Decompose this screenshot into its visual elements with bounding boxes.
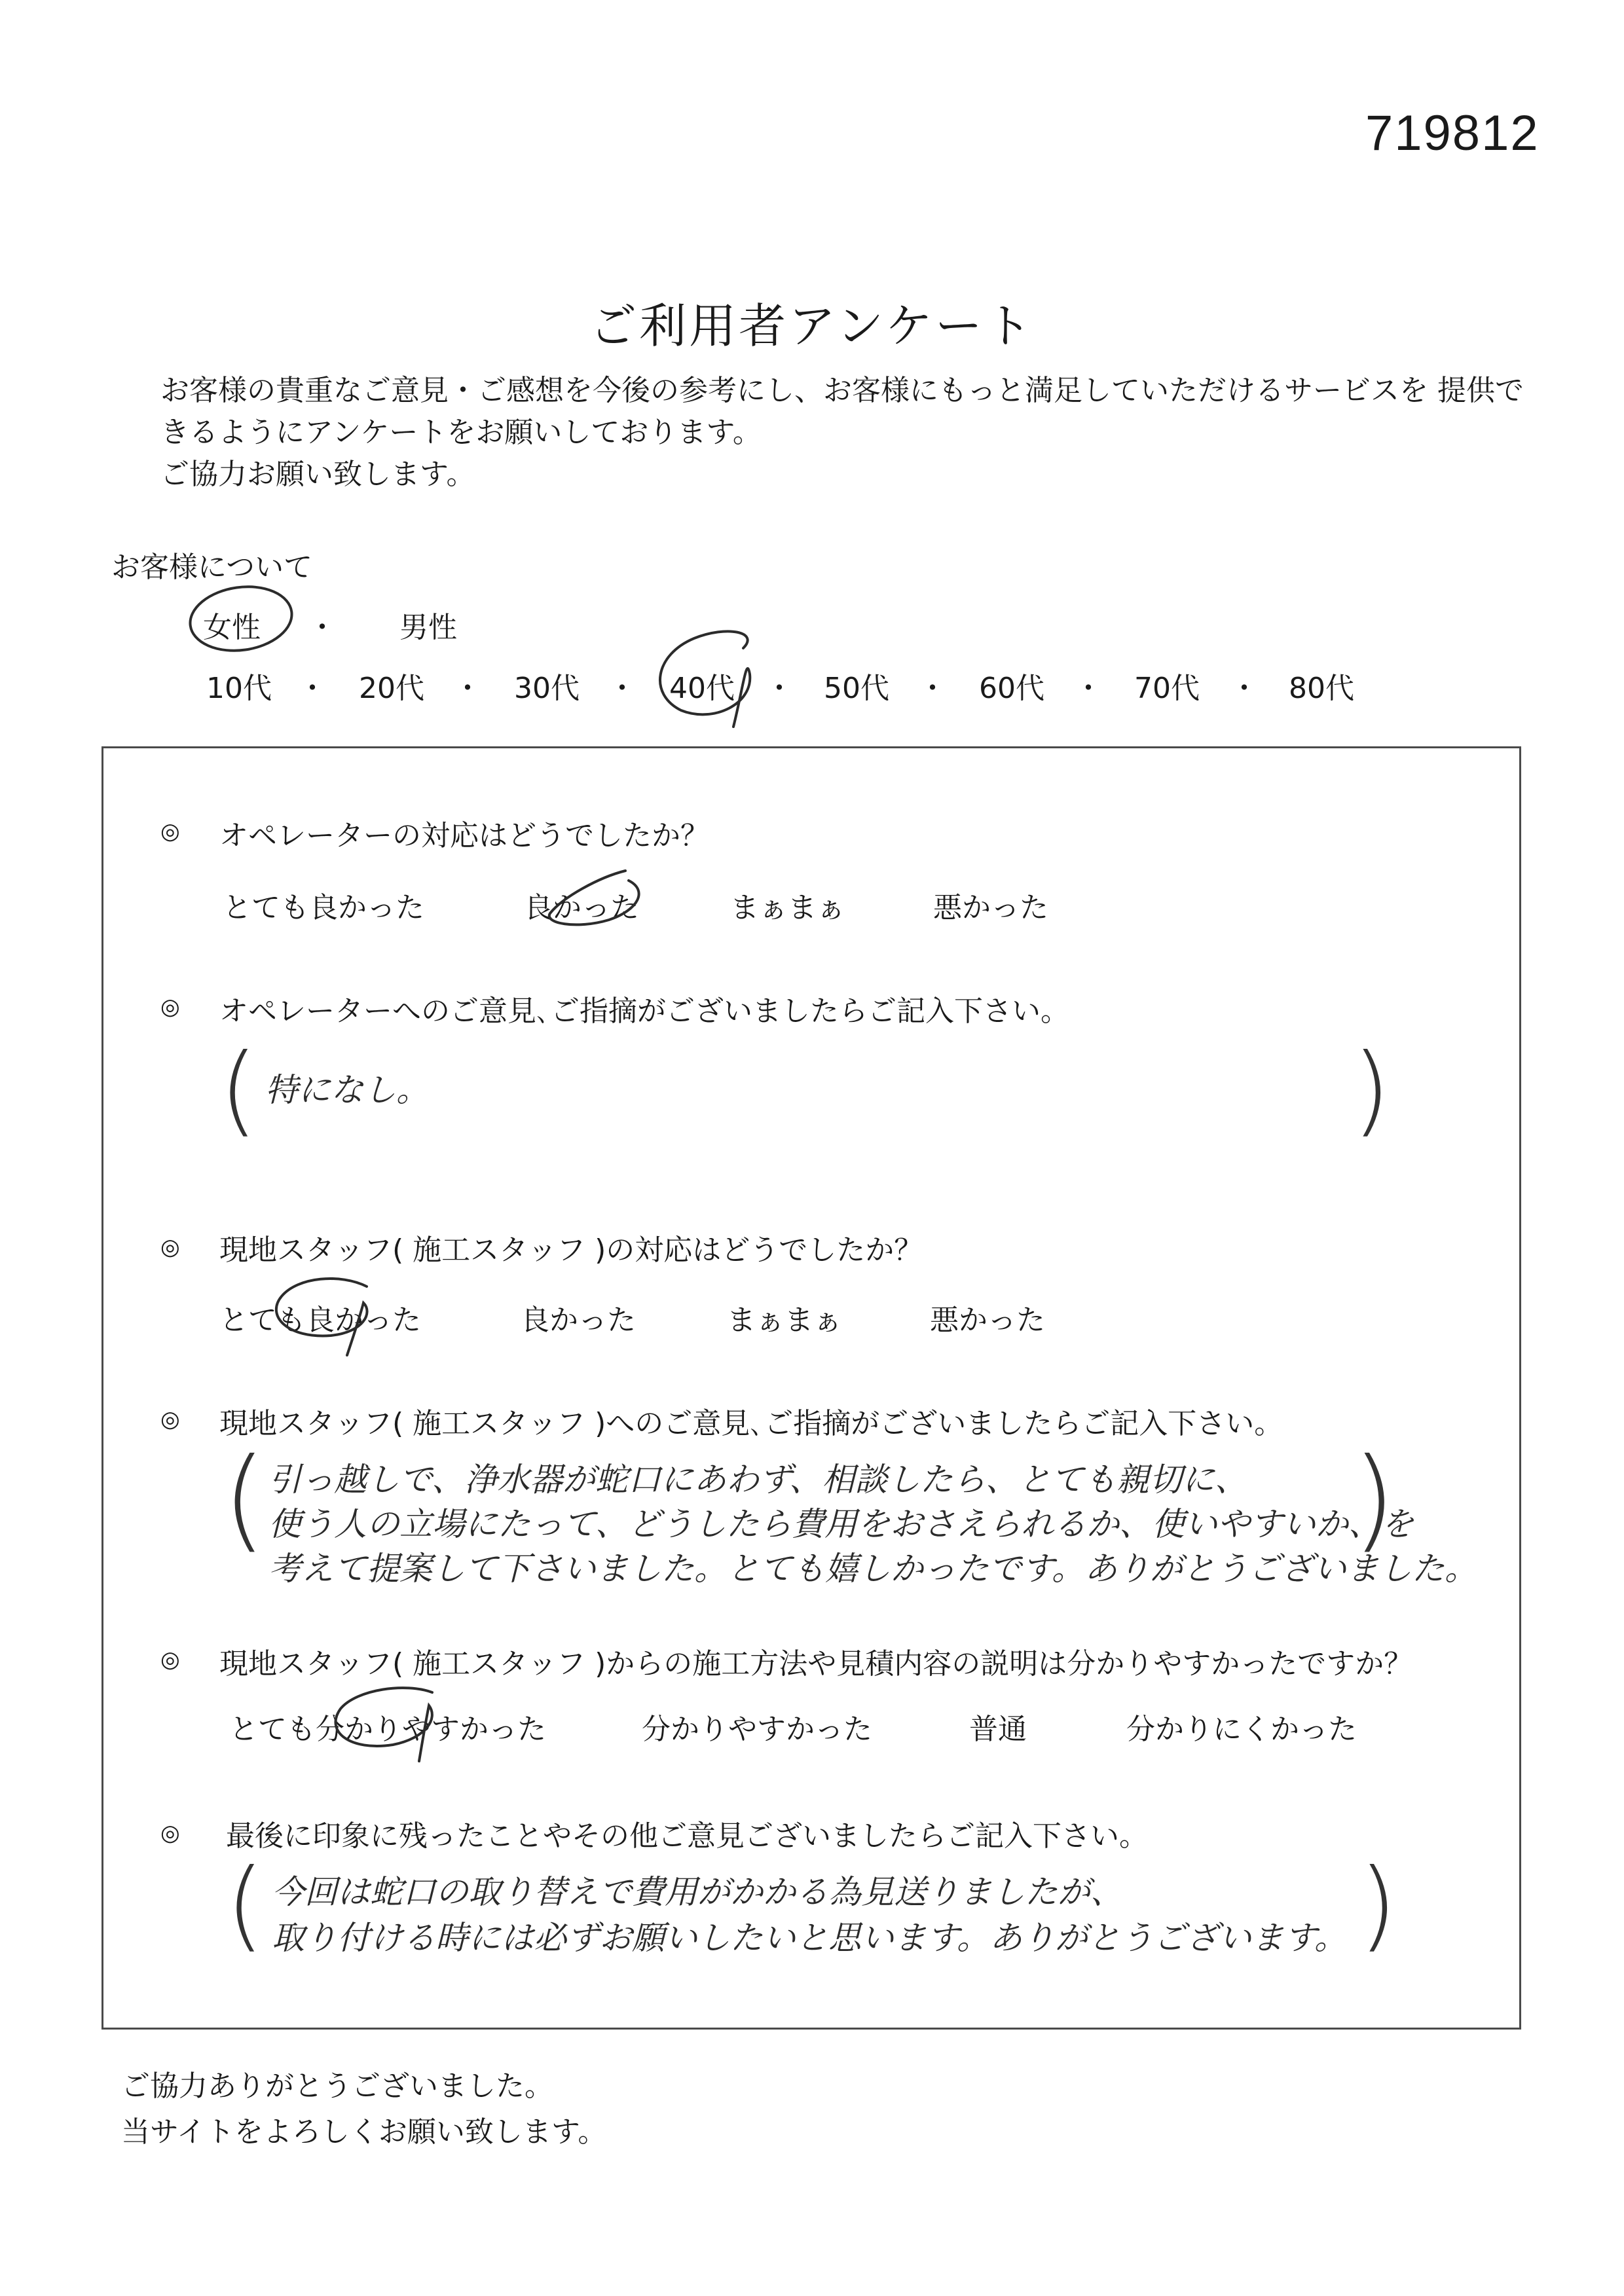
q3-option-good[interactable]: 良かった — [521, 1303, 636, 1337]
customer-section-label: お客様について — [111, 551, 313, 584]
q1-option-average[interactable]: まぁまぁ — [730, 891, 845, 924]
age-option-20s[interactable]: 20代 — [359, 672, 424, 705]
age-option-10s[interactable]: 10代 — [206, 672, 272, 705]
bullet-icon: ◎ — [160, 1234, 180, 1260]
selected-circle-q3-very-good — [276, 1279, 367, 1355]
question-operator-response: オペレーターの対応はどうでしたか？ — [219, 819, 709, 852]
right-bracket-icon: ) — [1359, 1848, 1397, 1962]
age-option-40s[interactable]: 40代 — [669, 672, 735, 705]
separator: ・ — [608, 672, 637, 705]
question-staff-response: 現地スタッフ( 施工スタッフ )の対応はどうでしたか？ — [219, 1233, 923, 1267]
left-bracket-icon: ( — [219, 1033, 258, 1147]
q5-option-very-clear[interactable]: とても分かりやすかった — [229, 1713, 546, 1746]
left-bracket-icon: ( — [223, 1434, 267, 1564]
gender-option-male[interactable]: 男性 — [399, 611, 457, 644]
selected-circle-q5-very-clear — [335, 1688, 432, 1761]
left-bracket-icon: ( — [226, 1848, 265, 1962]
q1-option-bad[interactable]: 悪かった — [933, 891, 1048, 924]
selected-circle-40s — [660, 631, 750, 727]
separator: ・ — [765, 672, 794, 705]
bullet-icon: ◎ — [160, 818, 180, 845]
question-staff-feedback: 現地スタッフ( 施工スタッフ )へのご意見､ご指摘がございましたらご記入下さい。 — [219, 1407, 1283, 1440]
staff-feedback-answer-line: 使う人の立場にたって、どうしたら費用をおさえられるか、使いやすいか、を — [268, 1505, 1414, 1543]
page-title: ご利用者アンケート — [589, 299, 1035, 354]
question-operator-feedback: オペレーターへのご意見､ご指摘がございましたらご記入下さい。 — [219, 994, 1069, 1028]
staff-feedback-answer-line: 考えて提案して下さいました。とても嬉しかったです。ありがとうございました。 — [268, 1550, 1477, 1588]
bullet-icon: ◎ — [160, 994, 180, 1020]
separator: ・ — [1074, 672, 1103, 705]
operator-feedback-answer: 特になし。 — [265, 1071, 429, 1109]
other-comments-answer-line: 今回は蛇口の取り替えで費用がかかる為見送りましたが、 — [272, 1873, 1123, 1911]
age-option-60s[interactable]: 60代 — [979, 672, 1044, 705]
q5-option-clear[interactable]: 分かりやすかった — [642, 1713, 872, 1746]
selected-circle-female — [186, 581, 296, 657]
closing-site-note: 当サイトをよろしくお願い致します。 — [121, 2115, 607, 2149]
gender-option-female[interactable]: 女性 — [203, 611, 261, 644]
separator: ・ — [918, 672, 947, 705]
closing-thanks: ご協力ありがとうございました。 — [121, 2069, 553, 2103]
selected-circle-q1-good — [549, 871, 639, 924]
separator: ・ — [453, 672, 482, 705]
bullet-icon: ◎ — [160, 1406, 180, 1432]
q1-option-good[interactable]: 良かった — [524, 891, 639, 924]
age-option-50s[interactable]: 50代 — [824, 672, 889, 705]
age-option-70s[interactable]: 70代 — [1134, 672, 1200, 705]
question-other-comments: 最後に印象に残ったことやその他ご意見ございましたらご記入下さい。 — [226, 1819, 1148, 1853]
question-explanation-clarity: 現地スタッフ( 施工スタッフ )からの施工方法や見積内容の説明は分かりやすかったですか？ — [219, 1647, 1413, 1681]
bullet-icon: ◎ — [160, 1647, 180, 1673]
right-bracket-icon: ) — [1352, 1033, 1391, 1147]
q5-option-unclear[interactable]: 分かりにくかった — [1126, 1713, 1357, 1746]
q3-option-bad[interactable]: 悪かった — [930, 1303, 1045, 1337]
separator: ・ — [298, 672, 327, 705]
q1-option-very-good[interactable]: とても良かった — [223, 891, 424, 924]
right-bracket-icon: ) — [1352, 1434, 1396, 1564]
document-number: 719812 — [1365, 105, 1540, 161]
age-option-80s[interactable]: 80代 — [1289, 672, 1354, 705]
q5-option-normal[interactable]: 普通 — [969, 1713, 1027, 1746]
bullet-icon: ◎ — [160, 1820, 180, 1846]
intro-line: お客様の貴重なご意見・ご感想を今後の参考にし、お客様にもっと満足していただけるサービスを 提供で — [160, 374, 1524, 407]
other-comments-answer-line: 取り付ける時には必ずお願いしたいと思います。ありがとうございます。 — [272, 1919, 1347, 1957]
age-option-30s[interactable]: 30代 — [514, 672, 580, 705]
separator: ・ — [1230, 672, 1259, 705]
q3-option-very-good[interactable]: とても良かった — [219, 1303, 421, 1337]
intro-line: ご協力お願い致します。 — [160, 458, 475, 491]
separator: ・ — [308, 611, 337, 644]
intro-line: きるようにアンケートをお願いしております。 — [160, 416, 762, 449]
q3-option-average[interactable]: まぁまぁ — [727, 1303, 842, 1337]
staff-feedback-answer-line: 引っ越しで、浄水器が蛇口にあわず、相談したら、とても親切に、 — [268, 1461, 1247, 1499]
